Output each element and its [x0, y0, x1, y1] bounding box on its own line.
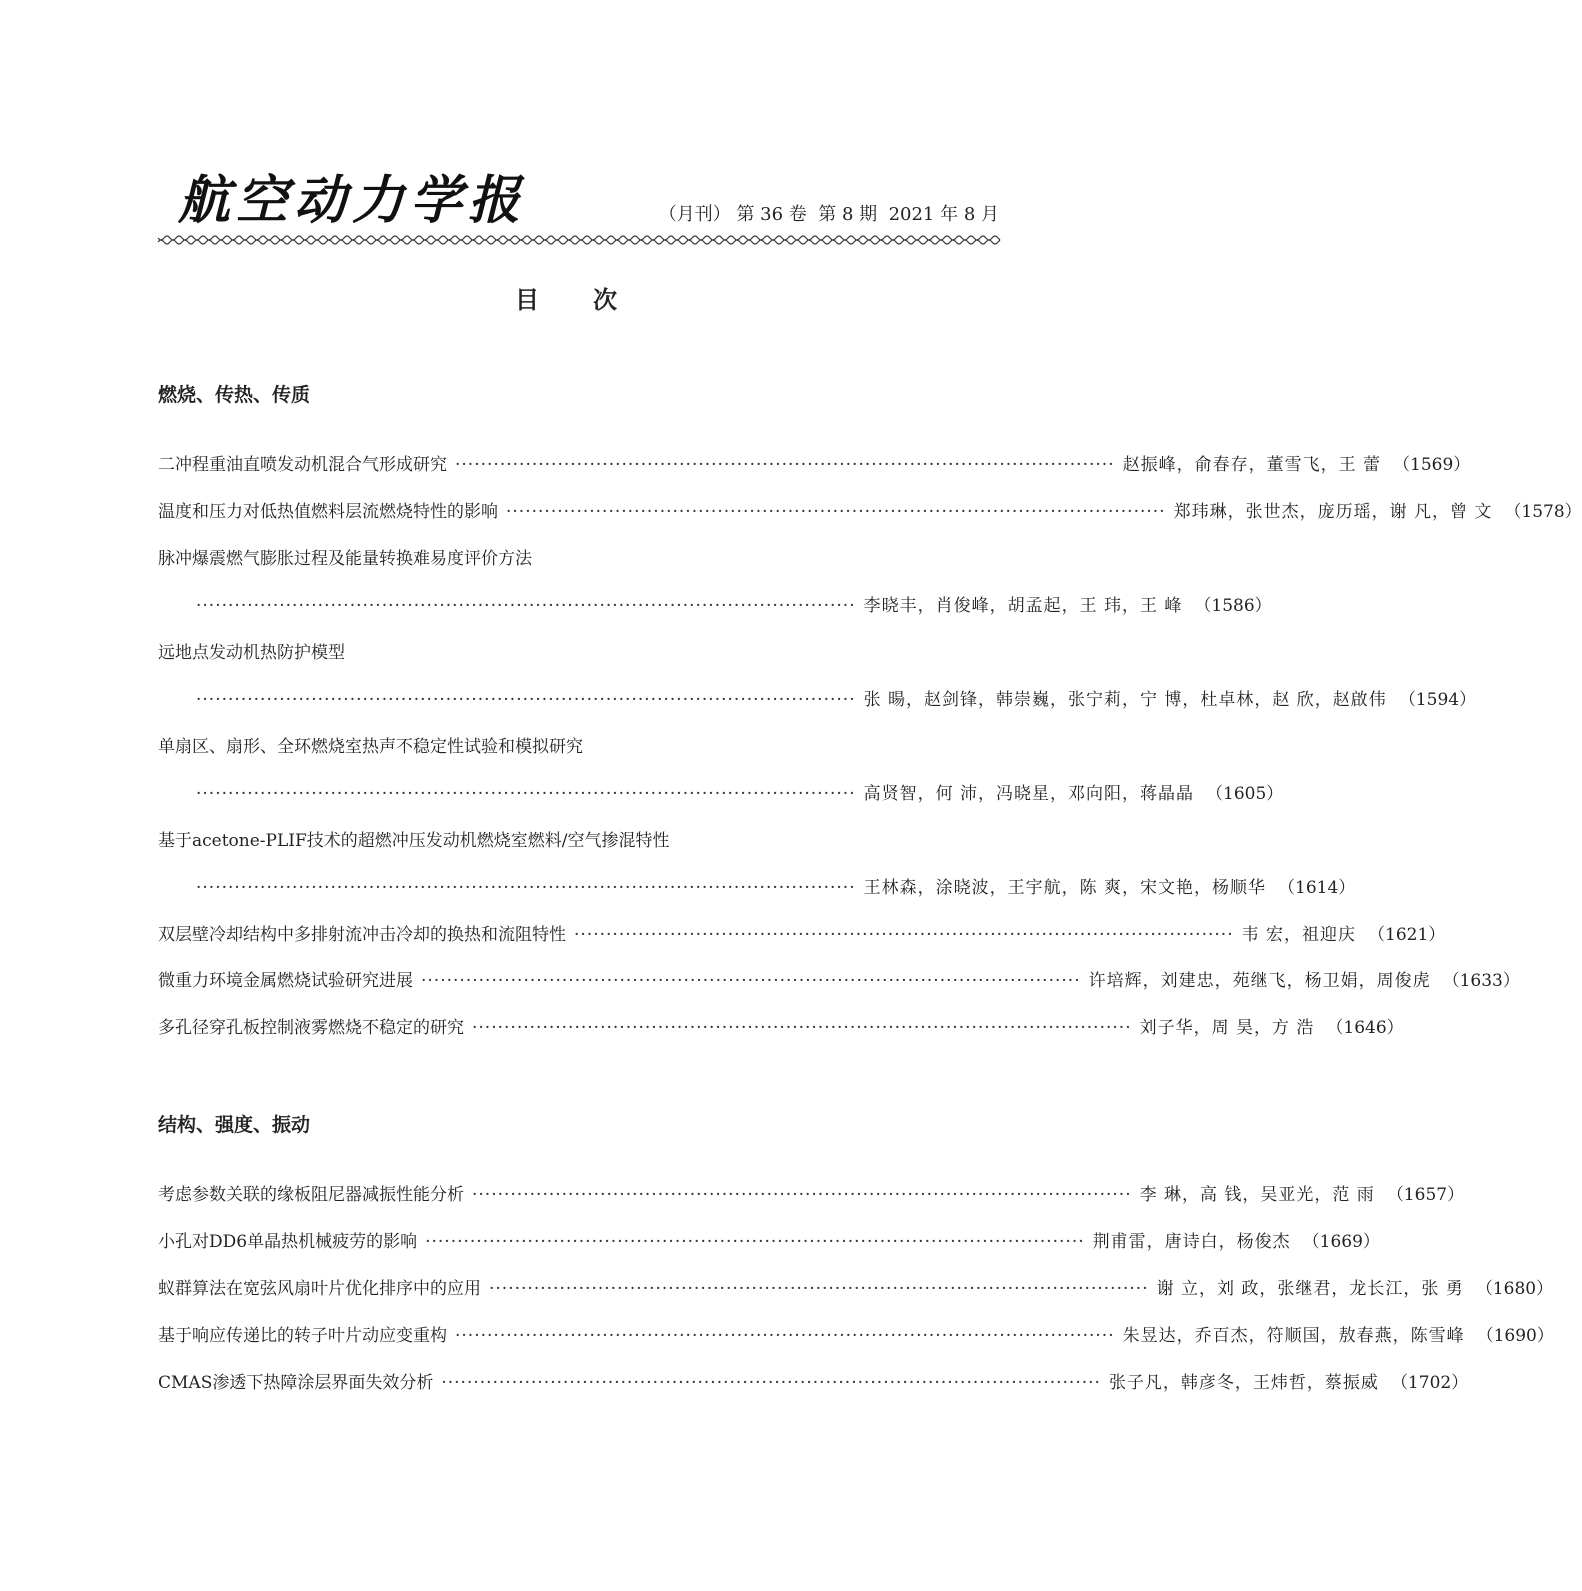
toc-entry[interactable]	[158, 1276, 1554, 1302]
toc-entry[interactable]	[158, 499, 1582, 525]
toc-entry[interactable]	[158, 922, 1446, 948]
entry-authors: 李 琳，高 钱，吴亚光，范 雨	[1139, 1185, 1375, 1205]
leader-dots: ·······································································································	[489, 1279, 1149, 1299]
issue-info: （月刊） 第 36 卷 第 8 期 2021 年 8 月	[658, 204, 999, 225]
entry-title: 微重力环境金属燃烧试验研究进展	[158, 971, 413, 991]
toc-title: 目 次	[515, 286, 619, 314]
entry-page: （1690）	[1476, 1326, 1554, 1346]
leader-dots: ·······································································································	[196, 878, 856, 898]
entry-authors: 荆甫雷，唐诗白，杨俊杰	[1092, 1232, 1291, 1252]
toc-entry-continuation[interactable]	[196, 875, 1356, 901]
entry-authors: 刘子华，周 昊，方 浩	[1139, 1018, 1315, 1038]
entry-page: （1569）	[1393, 455, 1471, 475]
entry-title: 温度和压力对低热值燃料层流燃烧特性的影响	[158, 502, 498, 522]
entry-authors: 朱昱达，乔百杰，符顺国，敖春燕，陈雪峰	[1122, 1326, 1465, 1346]
entry-page: （1614）	[1278, 878, 1356, 898]
leader-dots: ·······································································································	[196, 596, 856, 616]
toc-entry-continuation[interactable]	[196, 687, 1477, 713]
toc-entry-continuation[interactable]	[196, 781, 1284, 807]
entry-authors: 谢 立，刘 政，张继君，龙长江，张 勇	[1156, 1279, 1464, 1299]
entry-title[interactable]: 脉冲爆震燃气膨胀过程及能量转换难易度评价方法	[158, 549, 532, 569]
entry-title: 蚁群算法在宽弦风扇叶片优化排序中的应用	[158, 1279, 481, 1299]
entry-title: 基于响应传递比的转子叶片动应变重构	[158, 1326, 447, 1346]
entry-title[interactable]: 单扇区、扇形、全环燃烧室热声不稳定性试验和模拟研究	[158, 737, 583, 757]
entry-title: 二冲程重油直喷发动机混合气形成研究	[158, 455, 447, 475]
entry-authors: 李晓丰，肖俊峰，胡孟起，王 玮，王 峰	[863, 596, 1183, 616]
entry-title: 多孔径穿孔板控制液雾燃烧不稳定的研究	[158, 1018, 464, 1038]
entry-authors: 韦 宏，祖迎庆	[1241, 925, 1356, 945]
entry-authors: 张 暘，赵剑锋，韩崇巍，张宁莉，宁 博，杜卓林，赵 欣，赵啟伟	[863, 690, 1387, 710]
entry-page: （1680）	[1475, 1279, 1554, 1299]
leader-dots: ·······································································································	[574, 925, 1234, 945]
entry-authors: 王林森，涂晓波，王宇航，陈 爽，宋文艳，杨顺华	[863, 878, 1266, 898]
entry-page: （1702）	[1390, 1373, 1469, 1393]
entry-page: （1669）	[1302, 1232, 1380, 1252]
toc-entry-continuation[interactable]	[196, 593, 1272, 619]
toc-entry[interactable]	[158, 1323, 1554, 1349]
entry-title[interactable]: 基于acetone-PLIF技术的超燃冲压发动机燃烧室燃料/空气掺混特性	[158, 831, 670, 851]
leader-dots: ·······································································································	[472, 1018, 1132, 1038]
toc-entry[interactable]	[158, 1229, 1380, 1255]
entry-title: 考虑参数关联的缘板阻尼器减振性能分析	[158, 1185, 464, 1205]
leader-dots: ·······································································································	[196, 690, 856, 710]
entry-authors: 郑玮琳，张世杰，庞历瑶，谢 凡，曾 文	[1173, 502, 1493, 522]
entry-title[interactable]: 远地点发动机热防护模型	[158, 643, 345, 663]
entry-authors: 赵振峰，俞春存，董雪飞，王 蕾	[1122, 455, 1381, 475]
entry-authors: 许培辉，刘建忠，苑继飞，杨卫娟，周俊虎	[1088, 971, 1431, 991]
leader-dots: ·······································································································	[472, 1185, 1132, 1205]
masthead-title: 航空动力学报	[178, 170, 527, 231]
toc-entry[interactable]	[158, 452, 1471, 478]
entry-title: 双层壁冷却结构中多排射流冲击冷却的换热和流阻特性	[158, 925, 566, 945]
toc-entry[interactable]	[158, 968, 1520, 994]
entry-page: （1621）	[1368, 925, 1446, 945]
entry-page: （1657）	[1386, 1185, 1465, 1205]
leader-dots: ·······································································································	[425, 1232, 1085, 1252]
leader-dots: ·······································································································	[506, 502, 1166, 522]
toc-entry[interactable]	[158, 1182, 1465, 1208]
entry-page: （1586）	[1194, 596, 1272, 616]
entry-authors: 张子凡，韩彦冬，王炜哲，蔡振威	[1108, 1373, 1379, 1393]
entry-page: （1605）	[1206, 784, 1284, 804]
leader-dots: ·······································································································	[455, 455, 1115, 475]
leader-dots: ·······································································································	[441, 1373, 1101, 1393]
section-heading-combustion: 燃烧、传热、传质	[158, 384, 311, 406]
leader-dots: ·······································································································	[455, 1326, 1115, 1346]
entry-title: CMAS渗透下热障涂层界面失效分析	[158, 1373, 434, 1393]
section-heading-structure: 结构、强度、振动	[158, 1114, 311, 1136]
entry-page: （1646）	[1326, 1018, 1404, 1038]
entry-page: （1578）	[1504, 502, 1582, 522]
entry-page: （1633）	[1442, 971, 1520, 991]
entry-title: 小孔对DD6单晶热机械疲劳的影响	[158, 1232, 418, 1252]
toc-entry[interactable]	[158, 1015, 1404, 1041]
leader-dots: ·······································································································	[196, 784, 856, 804]
entry-authors: 高贤智，何 沛，冯晓星，邓向阳，蒋晶晶	[863, 784, 1194, 804]
wavy-divider	[158, 234, 1000, 246]
entry-page: （1594）	[1398, 690, 1477, 710]
toc-entry[interactable]	[158, 1370, 1469, 1396]
leader-dots: ·······································································································	[421, 971, 1081, 991]
